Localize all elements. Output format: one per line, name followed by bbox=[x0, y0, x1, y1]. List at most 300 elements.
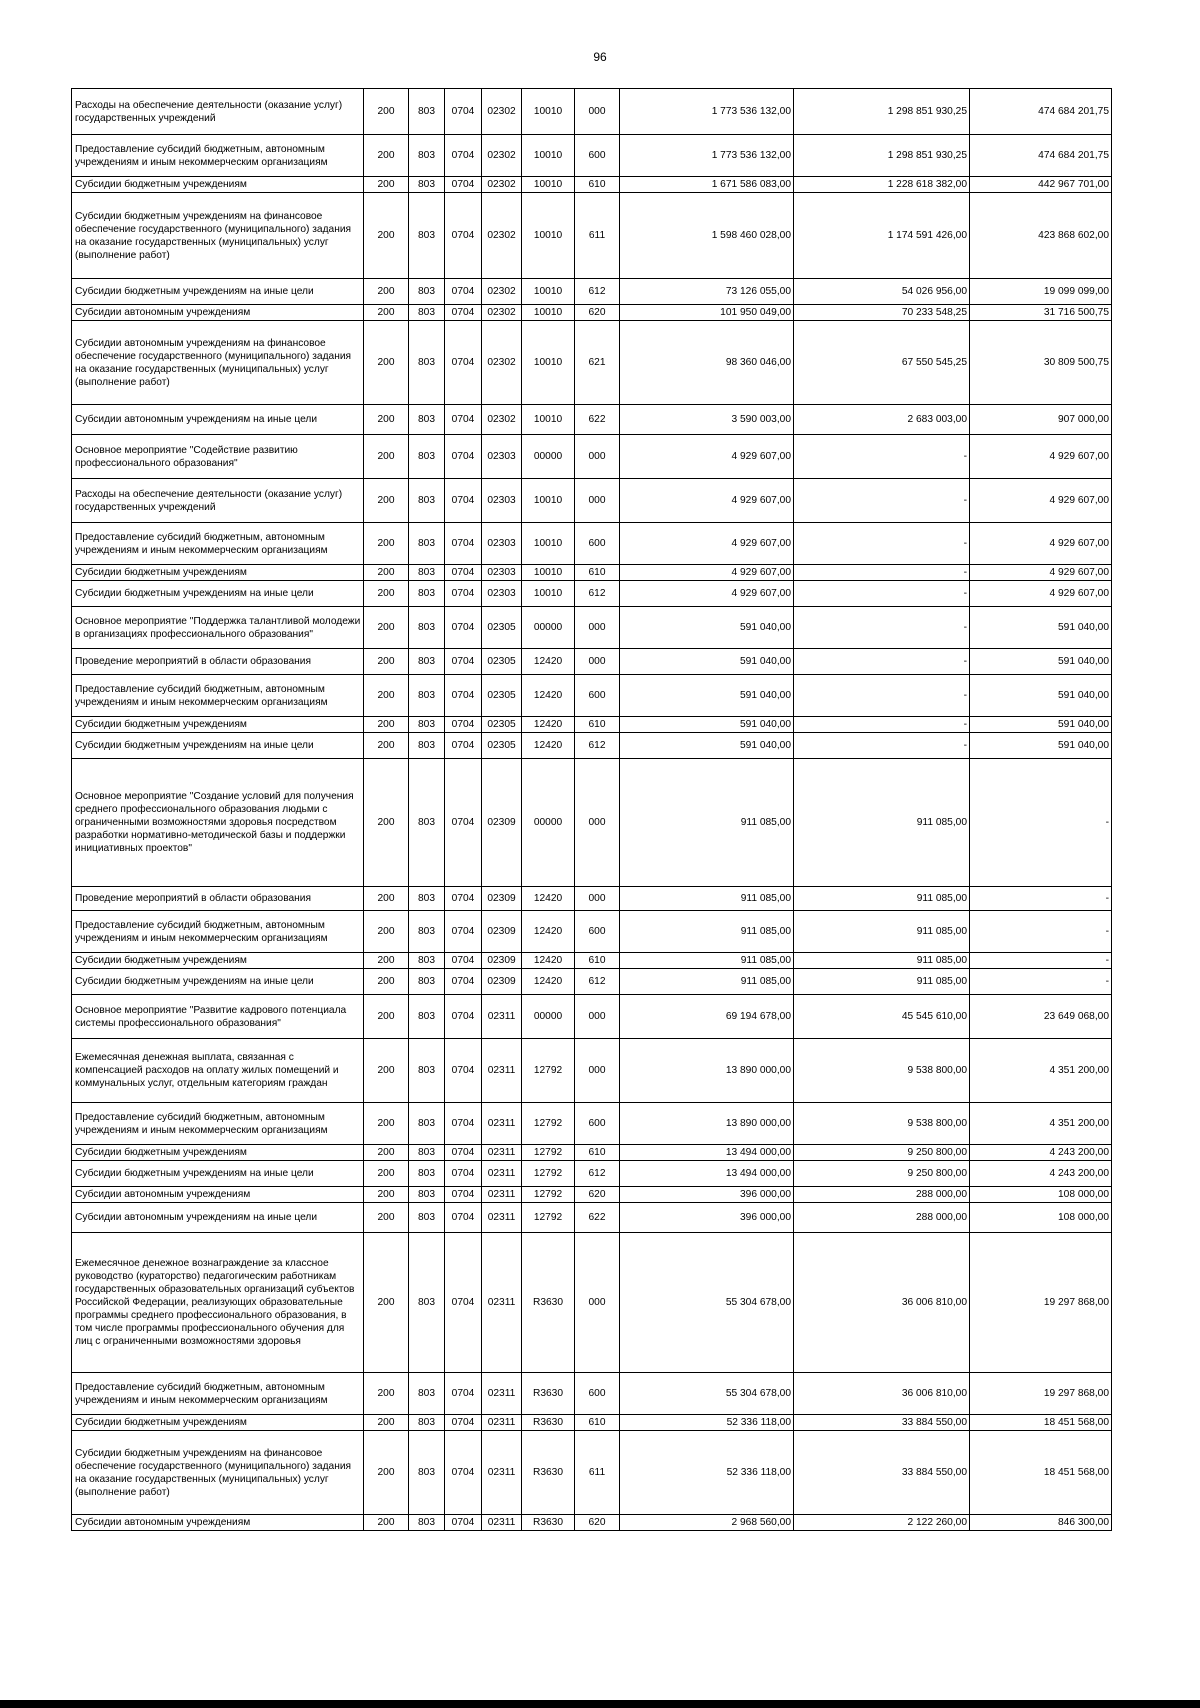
row-code-6: 612 bbox=[575, 733, 620, 759]
row-code-5: R3630 bbox=[522, 1233, 575, 1373]
row-amount-1: 55 304 678,00 bbox=[620, 1233, 794, 1373]
row-code-1: 200 bbox=[364, 1145, 409, 1161]
row-name: Субсидии автономным учреждениям bbox=[72, 305, 364, 321]
row-code-6: 610 bbox=[575, 177, 620, 193]
row-amount-3: 19 297 868,00 bbox=[970, 1373, 1112, 1415]
row-code-4: 02311 bbox=[482, 1233, 522, 1373]
row-code-2: 803 bbox=[409, 1415, 445, 1431]
row-amount-3: 108 000,00 bbox=[970, 1187, 1112, 1203]
row-name: Предоставление субсидий бюджетным, автономным учреждениям и иным некоммерческим организациям bbox=[72, 675, 364, 717]
row-code-5: 12420 bbox=[522, 717, 575, 733]
row-code-5: 10010 bbox=[522, 177, 575, 193]
row-amount-1: 1 671 586 083,00 bbox=[620, 177, 794, 193]
row-amount-2: 2 122 260,00 bbox=[794, 1515, 970, 1531]
row-code-2: 803 bbox=[409, 405, 445, 435]
row-amount-2: 9 538 800,00 bbox=[794, 1039, 970, 1103]
row-code-4: 02309 bbox=[482, 969, 522, 995]
row-code-5: 12792 bbox=[522, 1039, 575, 1103]
row-name: Основное мероприятие "Создание условий для получения среднего профессионального образования людьми с ограниченными возможностями здоровья посредством разработки нормативно-методической базы и поддержки инициативных проектов" bbox=[72, 759, 364, 887]
row-code-2: 803 bbox=[409, 733, 445, 759]
table-row bbox=[72, 523, 1112, 565]
row-code-6: 000 bbox=[575, 89, 620, 135]
row-code-2: 803 bbox=[409, 321, 445, 405]
row-amount-1: 13 890 000,00 bbox=[620, 1039, 794, 1103]
row-code-1: 200 bbox=[364, 1431, 409, 1515]
row-code-1: 200 bbox=[364, 193, 409, 279]
row-name: Субсидии бюджетным учреждениям на финансовое обеспечение государственного (муниципального) задания на оказание государственных (муниципальных) услуг (выполнение работ) bbox=[72, 193, 364, 279]
row-code-4: 02303 bbox=[482, 435, 522, 479]
row-amount-2: - bbox=[794, 733, 970, 759]
table-row bbox=[72, 717, 1112, 733]
row-code-2: 803 bbox=[409, 1039, 445, 1103]
row-code-4: 02302 bbox=[482, 405, 522, 435]
row-code-1: 200 bbox=[364, 305, 409, 321]
row-code-6: 610 bbox=[575, 953, 620, 969]
row-code-6: 621 bbox=[575, 321, 620, 405]
row-code-6: 622 bbox=[575, 405, 620, 435]
row-code-1: 200 bbox=[364, 1103, 409, 1145]
row-amount-1: 591 040,00 bbox=[620, 675, 794, 717]
row-code-1: 200 bbox=[364, 523, 409, 565]
row-code-5: 12420 bbox=[522, 733, 575, 759]
row-code-5: 10010 bbox=[522, 305, 575, 321]
row-amount-2: 2 683 003,00 bbox=[794, 405, 970, 435]
row-amount-3: 591 040,00 bbox=[970, 717, 1112, 733]
budget-table bbox=[71, 88, 1112, 1531]
row-code-6: 622 bbox=[575, 1203, 620, 1233]
row-name: Субсидии автономным учреждениям на финансовое обеспечение государственного (муниципального) задания на оказание государственных (муниципальных) услуг (выполнение работ) bbox=[72, 321, 364, 405]
row-code-4: 02303 bbox=[482, 565, 522, 581]
row-code-2: 803 bbox=[409, 649, 445, 675]
row-amount-1: 911 085,00 bbox=[620, 953, 794, 969]
row-name: Предоставление субсидий бюджетным, автономным учреждениям и иным некоммерческим организациям bbox=[72, 523, 364, 565]
row-code-5: 10010 bbox=[522, 523, 575, 565]
row-amount-1: 2 968 560,00 bbox=[620, 1515, 794, 1531]
row-code-5: 10010 bbox=[522, 89, 575, 135]
row-code-3: 0704 bbox=[445, 1103, 482, 1145]
row-code-5: 10010 bbox=[522, 405, 575, 435]
row-amount-2: 9 250 800,00 bbox=[794, 1161, 970, 1187]
table-row bbox=[72, 607, 1112, 649]
row-code-3: 0704 bbox=[445, 1039, 482, 1103]
table-row bbox=[72, 279, 1112, 305]
row-code-4: 02309 bbox=[482, 911, 522, 953]
row-code-5: R3630 bbox=[522, 1373, 575, 1415]
row-code-4: 02305 bbox=[482, 733, 522, 759]
row-amount-3: 4 929 607,00 bbox=[970, 435, 1112, 479]
table-row bbox=[72, 135, 1112, 177]
row-code-4: 02305 bbox=[482, 675, 522, 717]
row-code-5: 12792 bbox=[522, 1161, 575, 1187]
row-amount-3: - bbox=[970, 953, 1112, 969]
row-amount-1: 591 040,00 bbox=[620, 717, 794, 733]
table-row bbox=[72, 1415, 1112, 1431]
row-name: Предоставление субсидий бюджетным, автономным учреждениям и иным некоммерческим организациям bbox=[72, 1103, 364, 1145]
row-code-3: 0704 bbox=[445, 523, 482, 565]
row-code-1: 200 bbox=[364, 177, 409, 193]
row-amount-2: 36 006 810,00 bbox=[794, 1373, 970, 1415]
table-row bbox=[72, 1373, 1112, 1415]
row-amount-1: 69 194 678,00 bbox=[620, 995, 794, 1039]
row-amount-1: 98 360 046,00 bbox=[620, 321, 794, 405]
row-amount-1: 101 950 049,00 bbox=[620, 305, 794, 321]
row-code-4: 02303 bbox=[482, 581, 522, 607]
row-code-5: R3630 bbox=[522, 1515, 575, 1531]
row-amount-2: 911 085,00 bbox=[794, 887, 970, 911]
row-code-2: 803 bbox=[409, 89, 445, 135]
row-code-4: 02311 bbox=[482, 995, 522, 1039]
row-amount-2: 67 550 545,25 bbox=[794, 321, 970, 405]
row-code-5: 00000 bbox=[522, 995, 575, 1039]
row-code-3: 0704 bbox=[445, 675, 482, 717]
row-code-6: 610 bbox=[575, 1415, 620, 1431]
row-code-6: 610 bbox=[575, 717, 620, 733]
row-name: Субсидии бюджетным учреждениям на иные цели bbox=[72, 969, 364, 995]
row-name: Предоставление субсидий бюджетным, автономным учреждениям и иным некоммерческим организациям bbox=[72, 1373, 364, 1415]
row-code-2: 803 bbox=[409, 565, 445, 581]
row-code-2: 803 bbox=[409, 995, 445, 1039]
row-amount-1: 13 494 000,00 bbox=[620, 1161, 794, 1187]
row-amount-3: 4 243 200,00 bbox=[970, 1161, 1112, 1187]
row-code-3: 0704 bbox=[445, 305, 482, 321]
row-code-2: 803 bbox=[409, 1431, 445, 1515]
row-code-3: 0704 bbox=[445, 435, 482, 479]
row-amount-3: 4 351 200,00 bbox=[970, 1103, 1112, 1145]
row-code-5: R3630 bbox=[522, 1415, 575, 1431]
row-code-6: 000 bbox=[575, 1039, 620, 1103]
row-code-6: 000 bbox=[575, 435, 620, 479]
row-code-4: 02309 bbox=[482, 953, 522, 969]
row-amount-1: 911 085,00 bbox=[620, 887, 794, 911]
row-name: Субсидии бюджетным учреждениям на иные цели bbox=[72, 279, 364, 305]
row-amount-2: 54 026 956,00 bbox=[794, 279, 970, 305]
row-code-3: 0704 bbox=[445, 135, 482, 177]
row-code-3: 0704 bbox=[445, 479, 482, 523]
row-code-1: 200 bbox=[364, 321, 409, 405]
table-row bbox=[72, 305, 1112, 321]
row-code-4: 02305 bbox=[482, 717, 522, 733]
row-code-5: 00000 bbox=[522, 759, 575, 887]
row-code-6: 620 bbox=[575, 1187, 620, 1203]
row-amount-1: 13 494 000,00 bbox=[620, 1145, 794, 1161]
row-amount-1: 1 598 460 028,00 bbox=[620, 193, 794, 279]
row-code-2: 803 bbox=[409, 1373, 445, 1415]
row-amount-2: 36 006 810,00 bbox=[794, 1233, 970, 1373]
row-name: Проведение мероприятий в области образования bbox=[72, 887, 364, 911]
row-code-3: 0704 bbox=[445, 759, 482, 887]
table-row bbox=[72, 435, 1112, 479]
row-amount-3: - bbox=[970, 759, 1112, 887]
row-code-1: 200 bbox=[364, 717, 409, 733]
row-amount-1: 4 929 607,00 bbox=[620, 565, 794, 581]
row-amount-2: 1 298 851 930,25 bbox=[794, 89, 970, 135]
row-code-6: 612 bbox=[575, 1161, 620, 1187]
row-code-6: 600 bbox=[575, 1103, 620, 1145]
row-code-5: 00000 bbox=[522, 435, 575, 479]
row-amount-1: 4 929 607,00 bbox=[620, 479, 794, 523]
row-code-4: 02302 bbox=[482, 279, 522, 305]
table-row bbox=[72, 969, 1112, 995]
row-code-6: 600 bbox=[575, 1373, 620, 1415]
table-row bbox=[72, 479, 1112, 523]
table-row bbox=[72, 1187, 1112, 1203]
row-amount-1: 1 773 536 132,00 bbox=[620, 89, 794, 135]
row-code-2: 803 bbox=[409, 435, 445, 479]
row-code-3: 0704 bbox=[445, 1145, 482, 1161]
row-amount-1: 55 304 678,00 bbox=[620, 1373, 794, 1415]
row-code-5: 12420 bbox=[522, 675, 575, 717]
row-code-1: 200 bbox=[364, 581, 409, 607]
row-name: Субсидии бюджетным учреждениям на иные цели bbox=[72, 733, 364, 759]
row-code-6: 600 bbox=[575, 675, 620, 717]
row-code-4: 02311 bbox=[482, 1203, 522, 1233]
row-amount-3: 474 684 201,75 bbox=[970, 89, 1112, 135]
row-amount-3: 591 040,00 bbox=[970, 607, 1112, 649]
row-name: Субсидии бюджетным учреждениям на иные цели bbox=[72, 1161, 364, 1187]
row-code-2: 803 bbox=[409, 523, 445, 565]
row-code-5: 12420 bbox=[522, 969, 575, 995]
row-amount-2: 288 000,00 bbox=[794, 1187, 970, 1203]
row-name: Субсидии бюджетным учреждениям bbox=[72, 1415, 364, 1431]
table-row bbox=[72, 1233, 1112, 1373]
row-code-5: 12420 bbox=[522, 911, 575, 953]
row-amount-3: 4 929 607,00 bbox=[970, 581, 1112, 607]
row-code-3: 0704 bbox=[445, 1415, 482, 1431]
row-code-4: 02309 bbox=[482, 759, 522, 887]
row-amount-2: 911 085,00 bbox=[794, 953, 970, 969]
row-amount-3: 30 809 500,75 bbox=[970, 321, 1112, 405]
row-code-5: 10010 bbox=[522, 479, 575, 523]
row-code-5: 12792 bbox=[522, 1187, 575, 1203]
row-code-2: 803 bbox=[409, 759, 445, 887]
row-code-6: 000 bbox=[575, 887, 620, 911]
row-amount-3: 423 868 602,00 bbox=[970, 193, 1112, 279]
table-row bbox=[72, 953, 1112, 969]
row-code-2: 803 bbox=[409, 177, 445, 193]
row-name: Субсидии бюджетным учреждениям на финансовое обеспечение государственного (муниципального) задания на оказание государственных (муниципальных) услуг (выполнение работ) bbox=[72, 1431, 364, 1515]
row-code-2: 803 bbox=[409, 887, 445, 911]
row-amount-2: 70 233 548,25 bbox=[794, 305, 970, 321]
row-code-5: 10010 bbox=[522, 581, 575, 607]
row-amount-3: 4 929 607,00 bbox=[970, 565, 1112, 581]
row-code-4: 02303 bbox=[482, 479, 522, 523]
row-code-2: 803 bbox=[409, 717, 445, 733]
row-code-2: 803 bbox=[409, 1233, 445, 1373]
row-code-5: 00000 bbox=[522, 607, 575, 649]
table-row bbox=[72, 1103, 1112, 1145]
row-amount-1: 13 890 000,00 bbox=[620, 1103, 794, 1145]
table-row bbox=[72, 1039, 1112, 1103]
row-amount-3: 591 040,00 bbox=[970, 675, 1112, 717]
row-code-1: 200 bbox=[364, 89, 409, 135]
row-code-2: 803 bbox=[409, 479, 445, 523]
row-code-5: 10010 bbox=[522, 279, 575, 305]
row-name: Предоставление субсидий бюджетным, автономным учреждениям и иным некоммерческим организациям bbox=[72, 135, 364, 177]
row-name: Субсидии автономным учреждениям на иные цели bbox=[72, 1203, 364, 1233]
row-code-1: 200 bbox=[364, 135, 409, 177]
row-amount-2: - bbox=[794, 717, 970, 733]
row-code-6: 000 bbox=[575, 649, 620, 675]
row-amount-2: 911 085,00 bbox=[794, 969, 970, 995]
row-code-1: 200 bbox=[364, 1415, 409, 1431]
row-code-2: 803 bbox=[409, 911, 445, 953]
table-row bbox=[72, 1515, 1112, 1531]
row-code-2: 803 bbox=[409, 1145, 445, 1161]
row-amount-1: 396 000,00 bbox=[620, 1203, 794, 1233]
row-amount-2: - bbox=[794, 675, 970, 717]
row-amount-2: 45 545 610,00 bbox=[794, 995, 970, 1039]
row-code-4: 02311 bbox=[482, 1431, 522, 1515]
table-row bbox=[72, 1203, 1112, 1233]
row-code-6: 612 bbox=[575, 969, 620, 995]
table-row bbox=[72, 649, 1112, 675]
row-code-3: 0704 bbox=[445, 581, 482, 607]
row-amount-2: 288 000,00 bbox=[794, 1203, 970, 1233]
row-amount-3: 23 649 068,00 bbox=[970, 995, 1112, 1039]
row-amount-1: 396 000,00 bbox=[620, 1187, 794, 1203]
row-amount-1: 591 040,00 bbox=[620, 733, 794, 759]
row-code-6: 000 bbox=[575, 1233, 620, 1373]
row-amount-3: 18 451 568,00 bbox=[970, 1415, 1112, 1431]
table-row bbox=[72, 321, 1112, 405]
row-amount-3: 442 967 701,00 bbox=[970, 177, 1112, 193]
row-amount-2: 33 884 550,00 bbox=[794, 1415, 970, 1431]
table-row bbox=[72, 887, 1112, 911]
table-row bbox=[72, 193, 1112, 279]
row-code-1: 200 bbox=[364, 969, 409, 995]
row-amount-3: - bbox=[970, 911, 1112, 953]
row-amount-1: 52 336 118,00 bbox=[620, 1415, 794, 1431]
row-amount-3: 907 000,00 bbox=[970, 405, 1112, 435]
row-code-3: 0704 bbox=[445, 733, 482, 759]
row-code-3: 0704 bbox=[445, 911, 482, 953]
table-row bbox=[72, 733, 1112, 759]
row-code-6: 000 bbox=[575, 759, 620, 887]
row-name: Основное мероприятие "Поддержка талантливой молодежи в организациях профессионального образования" bbox=[72, 607, 364, 649]
row-amount-3: 4 351 200,00 bbox=[970, 1039, 1112, 1103]
row-code-1: 200 bbox=[364, 405, 409, 435]
row-amount-2: - bbox=[794, 649, 970, 675]
row-name: Субсидии автономным учреждениям на иные цели bbox=[72, 405, 364, 435]
row-code-1: 200 bbox=[364, 435, 409, 479]
row-name: Субсидии бюджетным учреждениям bbox=[72, 565, 364, 581]
row-name: Проведение мероприятий в области образования bbox=[72, 649, 364, 675]
row-amount-2: 1 228 618 382,00 bbox=[794, 177, 970, 193]
row-code-4: 02309 bbox=[482, 887, 522, 911]
row-code-2: 803 bbox=[409, 279, 445, 305]
row-code-1: 200 bbox=[364, 675, 409, 717]
row-code-1: 200 bbox=[364, 479, 409, 523]
row-name: Субсидии бюджетным учреждениям bbox=[72, 1145, 364, 1161]
table-row bbox=[72, 581, 1112, 607]
row-code-2: 803 bbox=[409, 675, 445, 717]
row-amount-2: 1 298 851 930,25 bbox=[794, 135, 970, 177]
row-code-4: 02302 bbox=[482, 135, 522, 177]
row-code-2: 803 bbox=[409, 969, 445, 995]
row-code-6: 610 bbox=[575, 1145, 620, 1161]
row-amount-3: 4 929 607,00 bbox=[970, 479, 1112, 523]
row-amount-3: 19 099 099,00 bbox=[970, 279, 1112, 305]
row-code-5: 10010 bbox=[522, 135, 575, 177]
page-bottom-border bbox=[0, 1700, 1200, 1708]
row-amount-1: 4 929 607,00 bbox=[620, 523, 794, 565]
row-amount-2: 911 085,00 bbox=[794, 759, 970, 887]
row-name: Субсидии автономным учреждениям bbox=[72, 1187, 364, 1203]
row-code-2: 803 bbox=[409, 1187, 445, 1203]
row-amount-2: 911 085,00 bbox=[794, 911, 970, 953]
row-amount-1: 3 590 003,00 bbox=[620, 405, 794, 435]
row-code-2: 803 bbox=[409, 581, 445, 607]
row-amount-3: 19 297 868,00 bbox=[970, 1233, 1112, 1373]
row-amount-2: 9 250 800,00 bbox=[794, 1145, 970, 1161]
row-amount-1: 73 126 055,00 bbox=[620, 279, 794, 305]
row-code-3: 0704 bbox=[445, 193, 482, 279]
row-code-6: 600 bbox=[575, 911, 620, 953]
row-amount-2: 9 538 800,00 bbox=[794, 1103, 970, 1145]
row-code-2: 803 bbox=[409, 953, 445, 969]
row-code-1: 200 bbox=[364, 759, 409, 887]
table-row bbox=[72, 911, 1112, 953]
row-amount-1: 591 040,00 bbox=[620, 607, 794, 649]
row-amount-3: 474 684 201,75 bbox=[970, 135, 1112, 177]
row-code-6: 620 bbox=[575, 305, 620, 321]
table-row bbox=[72, 995, 1112, 1039]
row-code-4: 02311 bbox=[482, 1145, 522, 1161]
table-row bbox=[72, 675, 1112, 717]
table-row bbox=[72, 89, 1112, 135]
row-code-2: 803 bbox=[409, 193, 445, 279]
row-amount-3: 4 243 200,00 bbox=[970, 1145, 1112, 1161]
row-code-5: 12792 bbox=[522, 1145, 575, 1161]
row-code-3: 0704 bbox=[445, 177, 482, 193]
row-name: Основное мероприятие "Развитие кадрового потенциала системы профессионального образования" bbox=[72, 995, 364, 1039]
row-amount-1: 4 929 607,00 bbox=[620, 581, 794, 607]
row-amount-2: 33 884 550,00 bbox=[794, 1431, 970, 1515]
row-code-3: 0704 bbox=[445, 1233, 482, 1373]
row-code-3: 0704 bbox=[445, 405, 482, 435]
table-row bbox=[72, 1431, 1112, 1515]
row-code-1: 200 bbox=[364, 1515, 409, 1531]
row-code-4: 02311 bbox=[482, 1039, 522, 1103]
row-code-6: 610 bbox=[575, 565, 620, 581]
row-code-1: 200 bbox=[364, 887, 409, 911]
row-code-3: 0704 bbox=[445, 649, 482, 675]
row-amount-3: 18 451 568,00 bbox=[970, 1431, 1112, 1515]
row-amount-1: 911 085,00 bbox=[620, 911, 794, 953]
row-amount-2: - bbox=[794, 523, 970, 565]
row-code-5: 10010 bbox=[522, 321, 575, 405]
row-code-1: 200 bbox=[364, 1373, 409, 1415]
row-amount-3: 591 040,00 bbox=[970, 733, 1112, 759]
row-code-3: 0704 bbox=[445, 1431, 482, 1515]
row-code-4: 02302 bbox=[482, 89, 522, 135]
row-code-4: 02311 bbox=[482, 1415, 522, 1431]
row-name: Расходы на обеспечение деятельности (оказание услуг) государственных учреждений bbox=[72, 89, 364, 135]
row-code-3: 0704 bbox=[445, 89, 482, 135]
row-code-1: 200 bbox=[364, 279, 409, 305]
row-amount-3: 591 040,00 bbox=[970, 649, 1112, 675]
row-code-4: 02311 bbox=[482, 1161, 522, 1187]
row-amount-1: 52 336 118,00 bbox=[620, 1431, 794, 1515]
row-amount-1: 911 085,00 bbox=[620, 759, 794, 887]
row-code-4: 02305 bbox=[482, 607, 522, 649]
row-code-1: 200 bbox=[364, 1039, 409, 1103]
row-name: Расходы на обеспечение деятельности (оказание услуг) государственных учреждений bbox=[72, 479, 364, 523]
row-code-1: 200 bbox=[364, 649, 409, 675]
page-number: 96 bbox=[593, 50, 607, 64]
row-code-6: 000 bbox=[575, 479, 620, 523]
row-code-1: 200 bbox=[364, 607, 409, 649]
